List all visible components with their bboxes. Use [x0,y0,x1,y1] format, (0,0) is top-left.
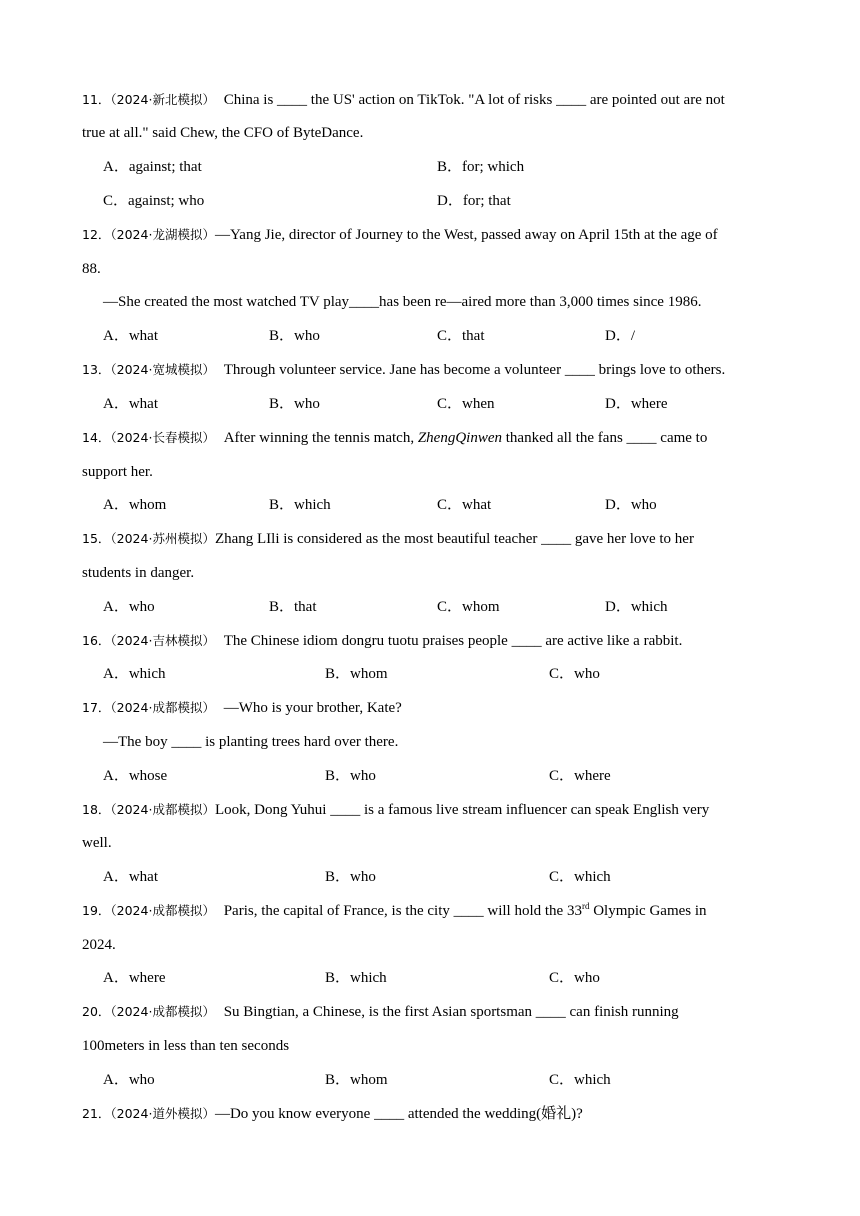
option-d[interactable]: D．for; that [437,193,511,209]
question-text-line: support her. [82,464,153,480]
question-13 [82,360,725,380]
question-text: After winning the tennis match, [208,430,418,446]
question-text-line: students in danger. [82,565,195,581]
question-number: 17． [82,700,111,715]
option-d[interactable]: D．who [605,497,657,513]
option-a[interactable]: A．what [103,328,158,344]
option-c[interactable]: C．which [549,869,611,885]
option-a[interactable]: A．what [103,869,158,885]
question-text: Paris, the capital of France, is the city ____ will hold the 33 [208,903,582,919]
option-a[interactable]: A．who [103,599,155,615]
option-c[interactable]: C．where [549,768,611,784]
question-number: 20． [82,1004,111,1019]
question-number: 14． [82,430,111,445]
question-text: Zhang LIli is considered as the most beautiful teacher ____ gave her love to her [214,531,694,547]
option-b[interactable]: B．whom [325,1072,388,1088]
question-source: （2024·成都模拟） [110,802,215,817]
question-source: （2024·道外模拟） [110,1106,215,1121]
option-b[interactable]: B．whom [325,666,388,682]
question-text: —Do you know everyone ____ attended the wedding(婚礼)? [214,1106,583,1122]
option-b[interactable]: B．which [325,970,387,986]
dialogue-line: —The boy ____ is planting trees hard over there. [103,734,399,750]
question-12 [82,225,718,245]
question-17 [82,698,402,718]
question-19 [82,901,707,921]
option-d[interactable]: D．which [605,599,668,615]
question-text: Olympic Games in [589,903,707,919]
question-source: （2024·龙湖模拟） [110,227,215,242]
question-text: —Yang Jie, director of Journey to the West, passed away on April 15th at the age of [214,227,718,243]
question-18 [82,800,709,820]
option-b[interactable]: B．who [269,396,320,412]
question-number: 16． [82,633,111,648]
question-20 [82,1002,679,1022]
option-c[interactable]: C．when [437,396,495,412]
option-a[interactable]: A．which [103,666,166,682]
question-text: Look, Dong Yuhui ____ is a famous live stream influencer can speak English very [214,802,710,818]
option-b[interactable]: B．that [269,599,317,615]
question-number: 19． [82,903,111,918]
question-text: The Chinese idiom dongru tuotu praises people ____ are active like a rabbit. [208,633,683,649]
option-b[interactable]: B．who [269,328,320,344]
option-a[interactable]: A．whom [103,497,167,513]
question-text-line: well. [82,835,112,851]
question-text: China is ____ the US' action on TikTok. "A lot of risks ____ are pointed out are not [208,92,725,108]
question-source: （2024·苏州模拟） [110,531,215,546]
option-d[interactable]: D．where [605,396,668,412]
option-a[interactable]: A．against; that [103,159,202,175]
question-text-line: 88. [82,261,101,277]
question-number: 13． [82,362,111,377]
question-text-line: 100meters in less than ten seconds [82,1038,290,1054]
option-b[interactable]: B．who [325,768,376,784]
option-a[interactable]: A．what [103,396,158,412]
question-number: 11． [82,92,111,107]
question-source: （2024·成都模拟） [110,700,209,715]
question-number: 15． [82,531,111,546]
option-c[interactable]: C．who [549,666,600,682]
dialogue-line: —She created the most watched TV play____has been re—aired more than 3,000 times since 1986. [103,294,702,310]
question-14 [82,428,707,448]
option-a[interactable]: A．who [103,1072,155,1088]
option-c[interactable]: C．that [437,328,485,344]
option-b[interactable]: B．who [325,869,376,885]
question-11 [82,90,725,110]
option-a[interactable]: A．whose [103,768,168,784]
question-21 [82,1104,583,1124]
option-c[interactable]: C．against; who [103,193,205,209]
option-a[interactable]: A．where [103,970,166,986]
question-number: 18． [82,802,111,817]
question-text-line: true at all." said Chew, the CFO of ByteDance. [82,125,364,141]
question-source: （2024·新北模拟） [110,92,209,107]
question-text: thanked all the fans ____ came to [502,430,708,446]
question-text: —Who is your brother, Kate? [208,700,402,716]
question-source: （2024·宽城模拟） [110,362,209,377]
player-name: ZhengQinwen [417,430,502,446]
option-b[interactable]: B．for; which [437,159,525,175]
question-text-line: 2024. [82,937,116,953]
question-16 [82,631,682,651]
option-c[interactable]: C．who [549,970,600,986]
option-c[interactable]: C．whom [437,599,500,615]
option-b[interactable]: B．which [269,497,331,513]
question-number: 12． [82,227,111,242]
question-source: （2024·成都模拟） [110,1004,209,1019]
ordinal-suffix: rd [581,901,590,911]
question-text: Su Bingtian, a Chinese, is the first Asian sportsman ____ can finish running [208,1004,679,1020]
question-15 [82,529,694,549]
question-source: （2024·成都模拟） [110,903,209,918]
option-c[interactable]: C．which [549,1072,611,1088]
question-source: （2024·吉林模拟） [110,633,209,648]
question-text: Through volunteer service. Jane has become a volunteer ____ brings love to others. [208,362,726,378]
question-source: （2024·长春模拟） [110,430,209,445]
option-d[interactable]: D．/ [605,328,636,344]
question-number: 21． [82,1106,111,1121]
option-c[interactable]: C．what [437,497,492,513]
